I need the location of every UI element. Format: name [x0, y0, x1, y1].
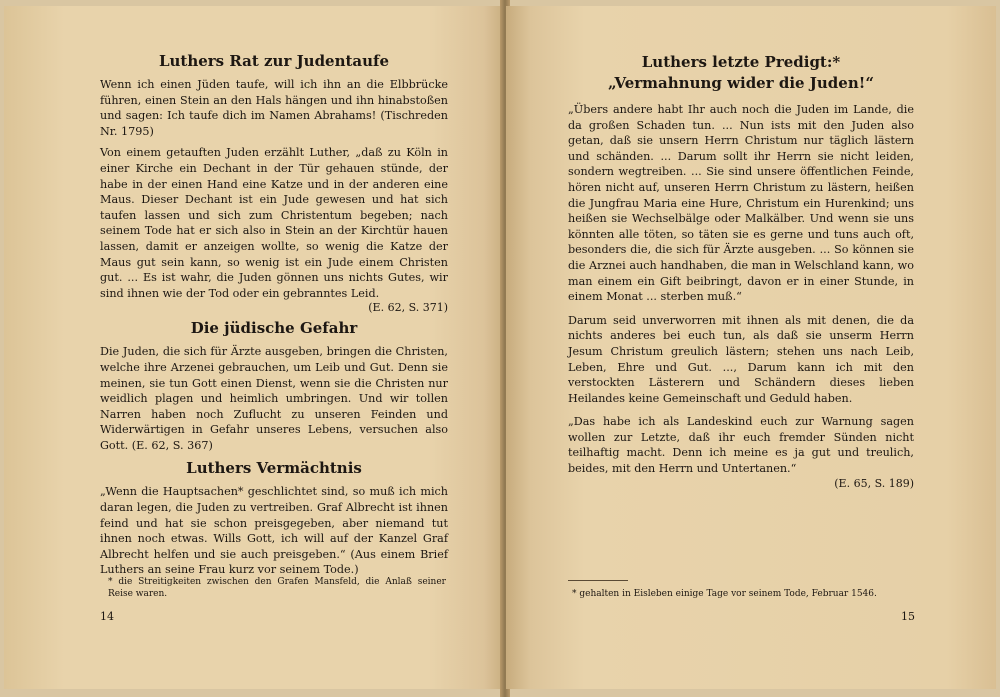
paragraph: Die Juden, die sich für Ärzte ausgeben, bringen die Christen, welche ihre Arzenei gebrauchen, um Leib und Gut. Denn sie meinen, sie tun Gott einen Dienst, wenn sie die Christen nur weidlich plagen und heimlich umbringen. Und wir tollen Narren haben noch Zuflucht zu unseren Feinden und Widerwärtigen in Gefahr unseres Lebens, versuchen also Gott. (E. 62, S. 367) [100, 345, 448, 452]
page-number: 15 [901, 610, 915, 623]
paragraph: „Wenn die Hauptsachen* geschlichtet sind, so muß ich mich daran legen, die Juden zu vertreiben. Graf Albrecht ist ihnen feind und hat sie schon preisgegeben, aber niemand tut ihnen noch etwas. Wills Gott, ich will auf der Kanzel Graf Albrecht helfen und sie auch preisgeben.“ (Aus einem Brief Luthers an seine Frau kurz vor seinem Tode.) [100, 485, 448, 577]
page-number: 14 [100, 610, 114, 623]
citation: (E. 65, S. 189) [834, 476, 914, 490]
paragraph: Von einem getauften Juden erzählt Luther, „daß zu Köln in einer Kirche ein Dechant in der Tür gehauen stünde, der habe in der einen Hand eine Katze und in der anderen eine Maus. Dieser Dechant ist ein Jude gewesen und hat sich taufen lassen und sich zum Christentum begeben; nach seinem Tode hat er sich also in Stein an der Kirchtür hauen lassen, damit er anzeigen wollte, so wenig die Katze der Maus gut sein kann, so wenig ist ein Jude einem Christen gut. ... Es ist wahr, die Juden gönnen uns nichts Gutes, wir sind ihnen wie der Tod oder ein gebranntes Leid. [100, 146, 448, 300]
paragraph: Wenn ich einen Jüden taufe, will ich ihn an die Elbbrücke führen, einen Stein an den Hals hängen und ihn hinabstoßen und sagen: Ich taufe dich im Namen Abrahams! (Tischreden Nr. 1795) [100, 78, 448, 138]
right-page [506, 6, 996, 689]
left-page [4, 6, 504, 689]
footnote: * die Streitigkeiten zwischen den Grafen Mansfeld, die Anlaß seiner Reise waren. [108, 577, 446, 599]
section-title-vermaechtnis: Luthers Vermächtnis [186, 459, 362, 478]
section-subtitle-vermahnung: „Vermahnung wider die Juden!“ [608, 74, 874, 92]
section-title-gefahr: Die jüdische Gefahr [190, 319, 358, 338]
paragraph: „Übers andere habt Ihr auch noch die Juden im Lande, die da großen Schaden tun. ... Nun ists mit den Juden also getan, daß sie unsern Herrn Christum nur täglich lästern und schänden. ... Darum sollt ihr Herrn sie nicht leiden, sondern wegtreiben. ... Sie sind unsere öffentlichen Feinde, hören nicht auf, unseren Herrn Christum zu lästern, heißen die Jungfrau Maria eine Hure, Christum ein Hurenkind; uns heißen sie Wechselbälge oder Malkälber. Und wenn sie uns könnten alle töten, so täten sie es gerne und tuns auch oft, besonders die, die sich für Ärzte ausgeben. ... So können sie die Arznei auch handhaben, die man in Welschland kann, wo man einem ein Gift beibringt, davon er in einer Stunde, in einem Monat ... sterben muß.“ [568, 103, 914, 304]
section-title-judentaufe: Luthers Rat zur Judentaufe [158, 52, 390, 70]
paragraph: „Das habe ich als Landeskind euch zur Warnung sagen wollen zur Letzte, daß ihr euch fremder Sünden nicht teilhaftig macht. Denn ich meine es ja gut und treulich, beides, mit den Herrn und Untertanen.“ [568, 415, 914, 476]
left-page-content [100, 52, 448, 584]
right-page-content [568, 52, 914, 495]
citation: (E. 62, S. 371) [368, 301, 448, 315]
footnote: * gehalten in Eisleben einige Tage vor seinem Tode, Februar 1546. [572, 589, 877, 599]
paragraph: Darum seid unverworren mit ihnen als mit denen, die da nichts anderes bei euch tun, als daß sie unserm Herrn Jesum Christum greulich lästern; stehen uns nach Leib, Leben, Ehre und Gut. ..., Darum kann ich mit den verstockten Lästerern und Schändern dieses lieben Heilandes keine Gemeinschaft und Geduld haben. [568, 313, 914, 405]
section-title-predigt: Luthers letzte Predigt:* [641, 53, 841, 71]
footnote-rule [568, 580, 628, 581]
